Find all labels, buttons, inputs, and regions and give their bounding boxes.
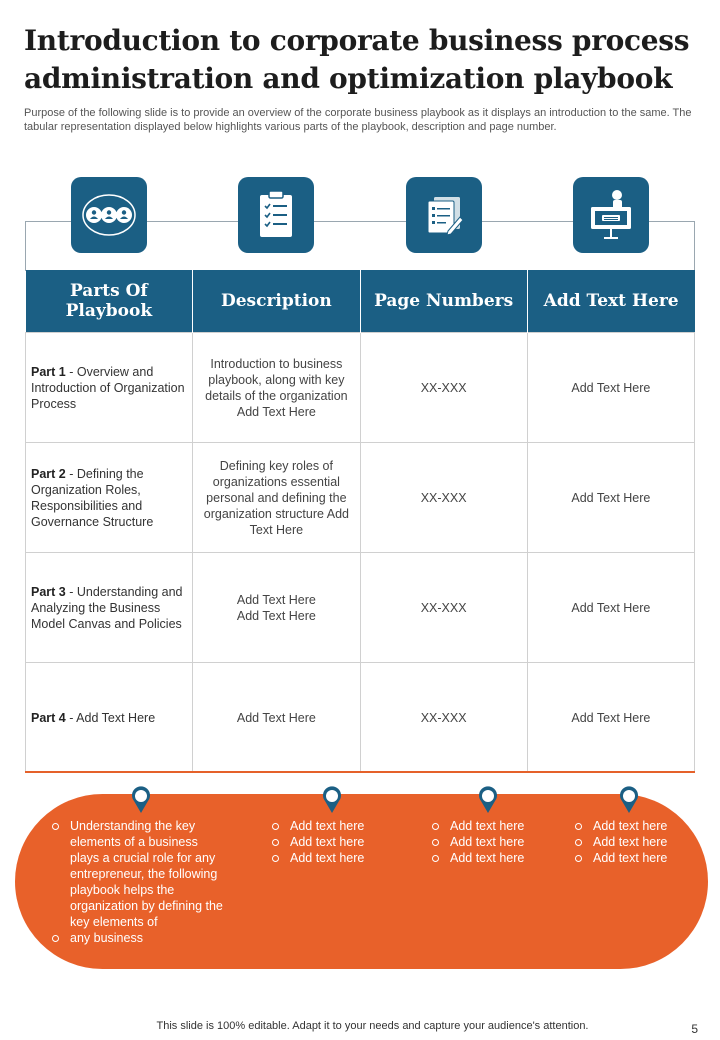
page-number-cell: XX-XXX <box>360 333 527 443</box>
list-item: Add text here <box>575 834 695 850</box>
page-subtitle: Purpose of the following slide is to provide an overview of the corporate business playbook as it displays an introduction to the same. The tabular representation displayed below highlights various parts of the playbook, description and page number. <box>24 107 692 133</box>
extra-cell: Add Text Here <box>527 553 694 663</box>
table-row <box>26 553 695 663</box>
description-cell: Introduction to business playbook, along with key details of the organization Add Text Here <box>193 333 360 443</box>
clipboard-checklist-icon <box>238 177 314 253</box>
description-cell: Add Text Here <box>193 663 360 773</box>
part-cell: Part 2 - Defining the Organization Roles, Responsibilities and Governance Structure <box>26 443 193 553</box>
bullet-list-4 <box>575 818 695 866</box>
table-row <box>26 663 695 773</box>
list-item: Understanding the key elements of a business plays a crucial role for any entrepreneur, the following playbook helps the organization by defining the key elements of <box>52 818 230 930</box>
column-header: Parts Of Playbook <box>26 270 193 333</box>
list-item: Add text here <box>272 818 402 834</box>
table-header-row <box>26 270 695 333</box>
bullet-list-1 <box>52 818 230 946</box>
table-row <box>26 333 695 443</box>
extra-cell: Add Text Here <box>527 333 694 443</box>
documents-pencil-icon <box>406 177 482 253</box>
column-header: Add Text Here <box>527 270 694 333</box>
bullet-list-2 <box>272 818 402 866</box>
page-title: Introduction to corporate business process administration and optimization playbook <box>24 24 690 95</box>
extra-cell: Add Text Here <box>527 443 694 553</box>
page-number: 5 <box>691 1022 698 1036</box>
list-item: any business <box>52 930 230 946</box>
page-number-cell: XX-XXX <box>360 663 527 773</box>
description-cell: Add Text Here Add Text Here <box>193 553 360 663</box>
list-item: Add text here <box>272 834 402 850</box>
page-number-cell: XX-XXX <box>360 443 527 553</box>
list-item: Add text here <box>272 850 402 866</box>
list-item: Add text here <box>575 850 695 866</box>
list-item: Add text here <box>575 818 695 834</box>
pin-marker-icon <box>130 786 152 814</box>
list-item: Add text here <box>432 834 552 850</box>
pin-marker-icon <box>321 786 343 814</box>
team-circle-icon <box>71 177 147 253</box>
table-row <box>26 443 695 553</box>
column-header: Description <box>193 270 360 333</box>
list-item: Add text here <box>432 850 552 866</box>
footer-note: This slide is 100% editable. Adapt it to your needs and capture your audience's attention. <box>156 1020 589 1032</box>
presenter-screen-icon <box>573 177 649 253</box>
playbook-table <box>25 270 695 773</box>
extra-cell: Add Text Here <box>527 663 694 773</box>
pin-marker-icon <box>618 786 640 814</box>
table-bottom-accent <box>25 771 695 773</box>
part-cell: Part 1 - Overview and Introduction of Organization Process <box>26 333 193 443</box>
list-item: Add text here <box>432 818 552 834</box>
pin-marker-icon <box>477 786 499 814</box>
bullet-list-3 <box>432 818 552 866</box>
part-cell: Part 3 - Understanding and Analyzing the Business Model Canvas and Policies <box>26 553 193 663</box>
connector-left <box>25 221 26 271</box>
description-cell: Defining key roles of organizations essential personal and defining the organization structure Add Text Here <box>193 443 360 553</box>
connector-right <box>694 221 695 271</box>
column-header: Page Numbers <box>360 270 527 333</box>
part-cell: Part 4 - Add Text Here <box>26 663 193 773</box>
page-number-cell: XX-XXX <box>360 553 527 663</box>
